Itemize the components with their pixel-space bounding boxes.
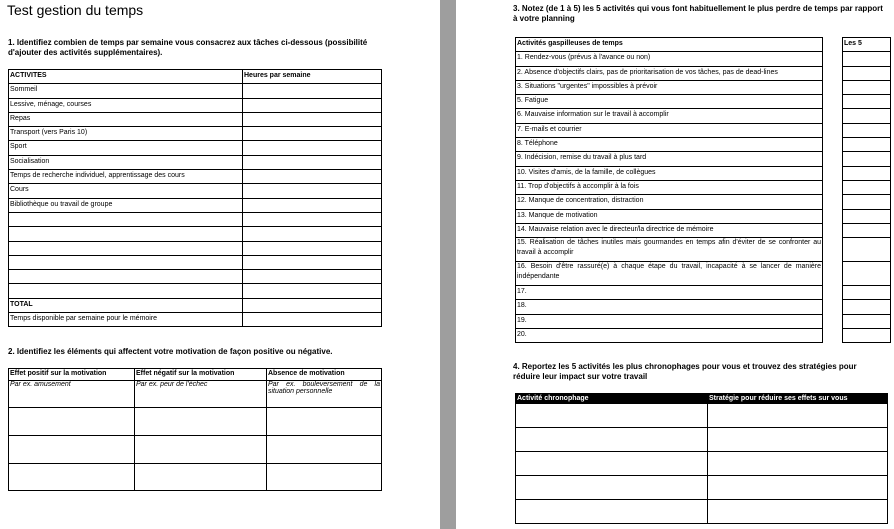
table-row [516, 223, 823, 237]
activity-cell: Lessive, ménage, courses [9, 98, 243, 112]
table-row [9, 284, 382, 298]
hours-cell[interactable] [243, 270, 382, 284]
activity-input-cell[interactable] [516, 428, 708, 452]
column-header-positive: Effet positif sur la motivation [9, 369, 135, 381]
hours-cell[interactable] [243, 127, 382, 141]
activity-cell: Temps de recherche individuel, apprentissage des cours [9, 170, 243, 184]
rank-cell[interactable] [843, 109, 891, 123]
table-row [843, 314, 891, 328]
absence-cell[interactable] [267, 436, 382, 464]
table-row [843, 66, 891, 80]
table-row [9, 227, 382, 241]
table-row [516, 180, 823, 194]
negative-cell[interactable] [135, 436, 267, 464]
positive-example[interactable]: Par ex. amusement [9, 381, 135, 408]
question-2-text: 2. Identifiez les éléments qui affectent votre motivation de façon positive ou négative. [8, 347, 333, 356]
table-row [516, 262, 823, 286]
strategy-input-cell[interactable] [708, 404, 888, 428]
rank-cell[interactable] [843, 52, 891, 66]
table-row [9, 381, 382, 408]
available-time-label: Temps disponible par semaine pour le mémoire [9, 313, 243, 327]
time-waster-item: 11. Trop d'objectifs à accomplir à la fois [516, 180, 823, 194]
table-row [516, 152, 823, 166]
column-header-hours: Heures par semaine [243, 70, 382, 84]
top-five-ranking-table [842, 37, 891, 343]
activity-cell[interactable] [9, 270, 243, 284]
table-row [843, 195, 891, 209]
time-waster-item: 6. Mauvaise information sur le travail à accomplir [516, 109, 823, 123]
activity-input-cell[interactable] [516, 500, 708, 524]
rank-cell[interactable] [843, 66, 891, 80]
total-label: TOTAL [9, 298, 243, 312]
time-waster-item: 9. Indécision, remise du travail à plus tard [516, 152, 823, 166]
column-header-time-wasters: Activités gaspilleuses de temps [516, 38, 823, 52]
page-gutter [440, 0, 456, 529]
hours-cell[interactable] [243, 212, 382, 226]
strategy-input-cell[interactable] [708, 500, 888, 524]
rank-cell[interactable] [843, 152, 891, 166]
rank-cell[interactable] [843, 195, 891, 209]
table-row [9, 155, 382, 169]
table-row [9, 112, 382, 126]
hours-cell[interactable] [243, 112, 382, 126]
table-row [843, 180, 891, 194]
table-row [843, 95, 891, 109]
hours-cell[interactable] [243, 241, 382, 255]
hours-cell[interactable] [243, 184, 382, 198]
rank-cell[interactable] [843, 80, 891, 94]
rank-cell[interactable] [843, 138, 891, 152]
strategy-input-cell[interactable] [708, 452, 888, 476]
rank-cell[interactable] [843, 329, 891, 343]
rank-cell[interactable] [843, 166, 891, 180]
positive-cell[interactable] [9, 436, 135, 464]
question-4-text: 4. Reportez les 5 activités les plus chronophages pour vous et trouvez des stratégies pour réduire leur impact sur votre travail [513, 362, 857, 381]
absence-cell[interactable] [267, 408, 382, 436]
hours-cell[interactable] [243, 284, 382, 298]
table-row [9, 270, 382, 284]
column-header-negative: Effet négatif sur la motivation [135, 369, 267, 381]
table-row [9, 212, 382, 226]
time-waster-item: 16. Besoin d'être rassuré(e) à chaque étape du travail, incapacité à se lancer de manière indépendante [516, 262, 823, 286]
activity-cell: Sommeil [9, 84, 243, 98]
rank-cell[interactable] [843, 95, 891, 109]
table-row [843, 329, 891, 343]
strategy-input-cell[interactable] [708, 428, 888, 452]
positive-cell[interactable] [9, 408, 135, 436]
activity-cell[interactable] [9, 255, 243, 269]
strategy-input-cell[interactable] [708, 476, 888, 500]
column-header-activities: ACTIVITES [9, 70, 243, 84]
activity-cell: Transport (vers Paris 10) [9, 127, 243, 141]
table-row [9, 198, 382, 212]
table-row [516, 329, 823, 343]
column-header-top-five: Les 5 [843, 38, 891, 52]
table-row [516, 123, 823, 137]
activities-hours-table [8, 69, 382, 327]
table-row [516, 286, 823, 300]
hours-cell[interactable] [243, 141, 382, 155]
rank-cell[interactable] [843, 180, 891, 194]
rank-cell[interactable] [843, 262, 891, 286]
rank-cell[interactable] [843, 286, 891, 300]
table-row [843, 166, 891, 180]
table-row [516, 52, 823, 66]
activity-cell: Cours [9, 184, 243, 198]
table-row [9, 184, 382, 198]
time-waster-item: 1. Rendez-vous (prévus à l'avance ou non) [516, 52, 823, 66]
question-3-text: 3. Notez (de 1 à 5) les 5 activités qui vous font habituellement le plus perdre de temps par rapport à votre planning [513, 4, 883, 23]
table-row [9, 464, 382, 491]
time-waster-item: 3. Situations "urgentes" impossibles à prévoir [516, 80, 823, 94]
activity-cell: Sport [9, 141, 243, 155]
time-wasters-table [515, 37, 823, 343]
table-row [843, 223, 891, 237]
time-waster-item: 8. Téléphone [516, 138, 823, 152]
column-header-strategy: Stratégie pour réduire ses effets sur vous [708, 394, 888, 404]
time-waster-item: 13. Manque de motivation [516, 209, 823, 223]
activity-cell[interactable] [9, 212, 243, 226]
available-time-cell[interactable] [243, 313, 382, 327]
table-row [516, 109, 823, 123]
table-row [516, 300, 823, 314]
time-waster-item: 14. Mauvaise relation avec le directeur/la directrice de mémoire [516, 223, 823, 237]
table-row [843, 300, 891, 314]
negative-example[interactable]: Par ex. peur de l'échec [135, 381, 267, 408]
hours-cell[interactable] [243, 170, 382, 184]
activity-input-cell[interactable] [516, 404, 708, 428]
table-row [516, 209, 823, 223]
table-row [9, 98, 382, 112]
time-waster-item[interactable]: 18. [516, 300, 823, 314]
table-row [843, 286, 891, 300]
activity-cell: Repas [9, 112, 243, 126]
time-waster-item[interactable]: 20. [516, 329, 823, 343]
hours-cell[interactable] [243, 198, 382, 212]
negative-cell[interactable] [135, 408, 267, 436]
hours-cell[interactable] [243, 155, 382, 169]
table-row [516, 476, 888, 500]
hours-cell[interactable] [243, 98, 382, 112]
rank-cell[interactable] [843, 300, 891, 314]
total-hours-cell[interactable] [243, 298, 382, 312]
table-row [843, 152, 891, 166]
activity-cell[interactable] [9, 284, 243, 298]
table-row [9, 255, 382, 269]
table-row [516, 500, 888, 524]
table-row [516, 138, 823, 152]
table-row [843, 80, 891, 94]
activity-input-cell[interactable] [516, 452, 708, 476]
motivation-table [8, 368, 382, 491]
table-row [843, 209, 891, 223]
time-waster-item: 15. Réalisation de tâches inutiles mais gourmandes en temps afin d'éviter de se confronter au travail à accomplir [516, 238, 823, 262]
table-row [516, 452, 888, 476]
time-waster-item: 7. E-mails et courrier [516, 123, 823, 137]
available-time-row [9, 313, 382, 327]
activity-cell[interactable] [9, 241, 243, 255]
table-row [843, 238, 891, 262]
table-row [843, 262, 891, 286]
table-row [516, 66, 823, 80]
table-row [516, 238, 823, 262]
rank-cell[interactable] [843, 209, 891, 223]
table-row [9, 84, 382, 98]
activity-input-cell[interactable] [516, 476, 708, 500]
absence-cell[interactable] [267, 464, 382, 491]
table-row [843, 138, 891, 152]
activity-cell: Bibliothèque ou travail de groupe [9, 198, 243, 212]
table-row [9, 408, 382, 436]
rank-cell[interactable] [843, 223, 891, 237]
table-row [516, 314, 823, 328]
strategy-table [515, 393, 888, 524]
table-row [516, 80, 823, 94]
time-waster-item[interactable]: 19. [516, 314, 823, 328]
table-row [843, 123, 891, 137]
time-waster-item: 12. Manque de concentration, distraction [516, 195, 823, 209]
column-header-time-consuming-activity: Activité chronophage [516, 394, 708, 404]
negative-cell[interactable] [135, 464, 267, 491]
table-row [843, 52, 891, 66]
absence-example[interactable]: Par ex. bouleversement de la situation personnelle [267, 381, 382, 408]
document-title: Test gestion du temps [7, 2, 144, 18]
table-row [9, 436, 382, 464]
table-row [516, 195, 823, 209]
table-row [9, 170, 382, 184]
time-waster-item: 10. Visites d'amis, de la famille, de collègues [516, 166, 823, 180]
column-header-absence: Absence de motivation [267, 369, 382, 381]
hours-cell[interactable] [243, 84, 382, 98]
table-row [9, 127, 382, 141]
rank-cell[interactable] [843, 314, 891, 328]
table-row [843, 109, 891, 123]
hours-cell[interactable] [243, 227, 382, 241]
activity-cell[interactable] [9, 227, 243, 241]
time-waster-item: 5. Fatigue [516, 95, 823, 109]
activity-cell: Socialisation [9, 155, 243, 169]
positive-cell[interactable] [9, 464, 135, 491]
table-row [516, 428, 888, 452]
table-row [9, 141, 382, 155]
rank-cell[interactable] [843, 238, 891, 262]
total-row [9, 298, 382, 312]
table-row [516, 166, 823, 180]
table-row [9, 241, 382, 255]
question-1-text: 1. Identifiez combien de temps par semaine vous consacrez aux tâches ci-dessous (possibilité d'ajouter des activités supplémentaires). [8, 38, 368, 57]
rank-cell[interactable] [843, 123, 891, 137]
table-row [516, 95, 823, 109]
time-waster-item[interactable]: 17. [516, 286, 823, 300]
table-row [516, 404, 888, 428]
time-waster-item: 2. Absence d'objectifs clairs, pas de prioritarisation de vos tâches, pas de dead-lines [516, 66, 823, 80]
hours-cell[interactable] [243, 255, 382, 269]
